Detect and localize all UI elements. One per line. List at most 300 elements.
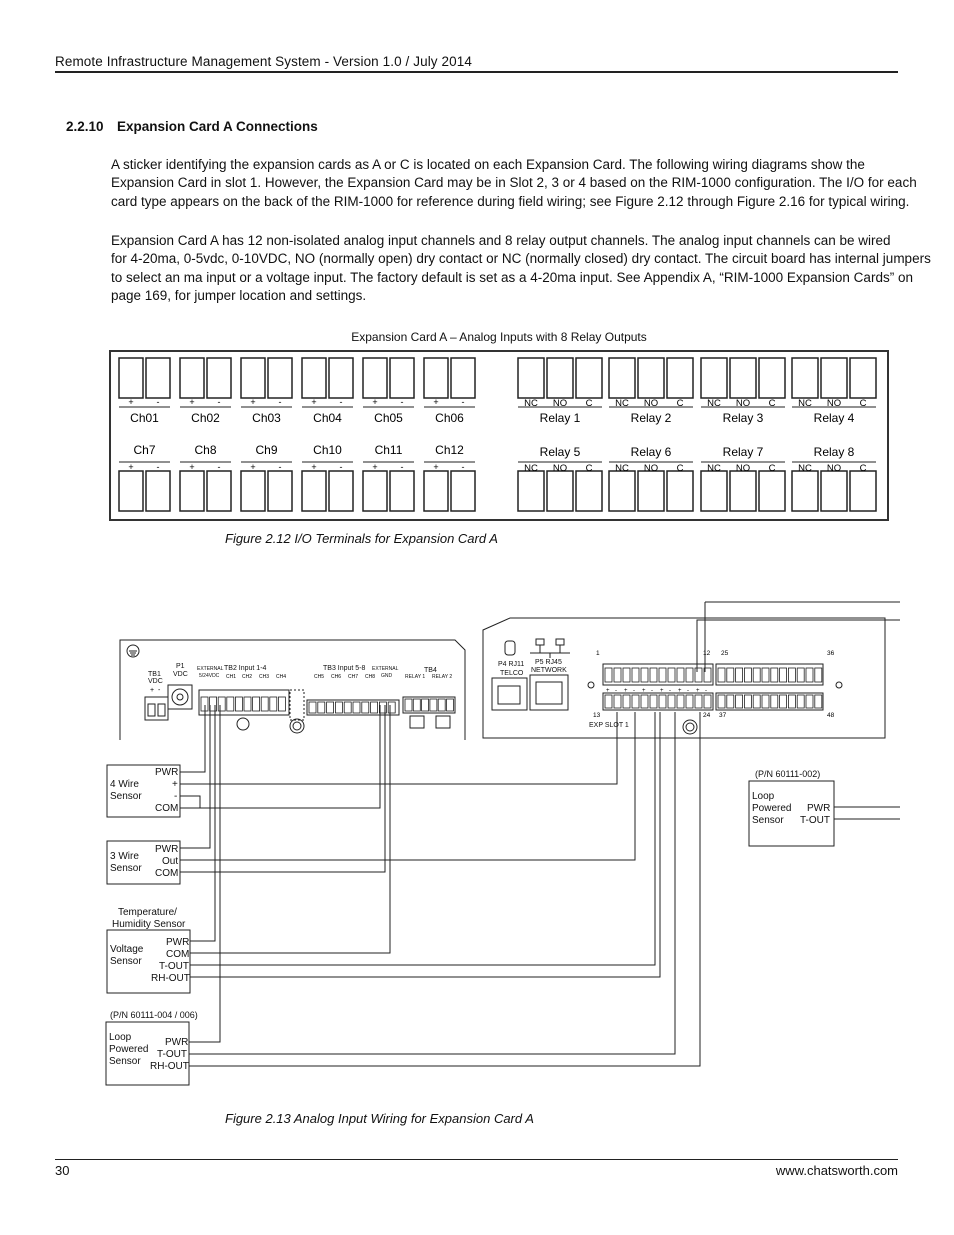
polarity-label: - (158, 687, 161, 694)
tb3-terminal (362, 702, 369, 713)
exp-terminal (668, 695, 675, 708)
relay-contact-label: NC (615, 463, 629, 474)
channel-label: Ch11 (374, 443, 403, 457)
tb4-terminal (447, 699, 454, 711)
p1-label: P1 (176, 663, 185, 670)
relay-terminal (518, 471, 544, 511)
tb2-label: TB2 Input 1-4 (224, 665, 267, 672)
polarity-label: + (311, 462, 317, 472)
voltage-sensor-text: Sensor (110, 956, 142, 967)
rim-chassis-left (120, 640, 465, 740)
four-wire-text: 4 Wire (110, 779, 139, 790)
exp-terminal (677, 668, 684, 682)
figure-2-caption: Figure 2.13 Analog Input Wiring for Expansion Card A (225, 1111, 534, 1126)
exp-polarity-label: - (651, 688, 653, 694)
exp-polarity-label: - (669, 688, 671, 694)
channel-small-label: CH4 (276, 674, 287, 680)
exp-terminal (668, 668, 675, 682)
exp-terminal (788, 695, 795, 708)
tb2-terminal (278, 697, 285, 711)
p4-label: P4 RJ11 (498, 661, 525, 668)
relay-label: Relay 6 (630, 445, 672, 459)
exp-polarity-label: + (642, 688, 646, 694)
channel-small-label: CH1 (226, 674, 237, 680)
channel-label: Ch02 (191, 411, 220, 425)
polarity-label: + (250, 462, 256, 472)
channel-terminal (451, 358, 475, 398)
exp-terminal (797, 695, 804, 708)
external-gnd-sub-label: GND (381, 673, 393, 679)
exp-terminal (650, 668, 657, 682)
relay-contact-label: NC (615, 398, 629, 409)
relay-contact-label: C (768, 398, 776, 409)
four-wire-text: Sensor (110, 791, 142, 802)
tb2-terminal (261, 697, 268, 711)
external-5vdc-sub-label: 5/24VDC (199, 673, 220, 679)
tb3-terminal (344, 702, 351, 713)
paragraph-2-line: for 4-20ma, 0-5vdc, 0-10VDC, NO (normally open) dry contact or NC (normally closed) dry contact. The circuit board has internal jumpers (111, 251, 931, 267)
relay-terminal (759, 471, 785, 511)
tb2-terminal (218, 697, 225, 711)
channel-terminal (119, 471, 143, 511)
relay-contact-label: NC (524, 463, 538, 474)
relay-terminal (609, 471, 635, 511)
exp-terminal (632, 695, 639, 708)
three-wire-term: PWR (155, 844, 179, 855)
page-number: 30 (55, 1163, 70, 1178)
polarity-label: - (156, 462, 160, 472)
relay-terminal (576, 358, 602, 398)
relay-label: Relay 5 (539, 445, 581, 459)
polarity-label: + (189, 397, 195, 407)
relay-terminal (638, 471, 664, 511)
tb4-label: TB4 (424, 667, 437, 674)
exp-terminal (744, 668, 751, 682)
relay-label: Relay 8 (813, 445, 855, 459)
exp-polarity-label: - (633, 688, 635, 694)
relay-terminal (730, 471, 756, 511)
exp-terminal (780, 668, 787, 682)
channel-terminal (268, 358, 292, 398)
paragraph-2-line: to select an ma input or a voltage input. The factory default is set as a 4-20ma input. See Appendix A, “RIM-1000 Expansion Cards” on (111, 269, 913, 285)
exp-terminal (605, 695, 612, 708)
figure-1-terminals (119, 358, 876, 511)
tb3-terminal (309, 702, 316, 713)
footer-rule (55, 1159, 898, 1160)
pin-number-label: 12 (703, 650, 711, 657)
exp-terminal (718, 695, 725, 708)
relay2-small-label: RELAY 2 (432, 674, 453, 680)
relay-terminal (667, 471, 693, 511)
paragraph-1-line: Expansion Card in slot 1. However, the Expansion Card may be in Slot 2, 3 or 4 based on the RIM-1000 configuration. The I/O for each (111, 175, 917, 191)
channel-label: Ch12 (435, 443, 464, 457)
channel-terminal (146, 358, 170, 398)
channel-small-label: CH2 (242, 674, 253, 680)
relay-terminal (701, 358, 727, 398)
exp-terminal (727, 695, 734, 708)
exp-terminal (771, 695, 778, 708)
polarity-label: + (311, 397, 317, 407)
polarity-label: - (278, 397, 282, 407)
tb3-terminal (335, 702, 342, 713)
wire-v-tout (190, 712, 655, 965)
wire-4w-minus (180, 796, 200, 808)
channel-small-label: CH5 (314, 674, 325, 680)
polarity-label: + (433, 462, 439, 472)
exp-polarity-label: - (687, 688, 689, 694)
relay-terminal (850, 358, 876, 398)
polarity-label: - (217, 397, 221, 407)
relay-contact-label: C (676, 463, 684, 474)
exp-terminal-block-bottom-right (716, 693, 823, 710)
exp-polarity-label: + (696, 688, 700, 694)
polarity-label: + (189, 462, 195, 472)
exp-terminal (605, 668, 612, 682)
relay-contact-label: NO (643, 398, 659, 409)
channel-terminal (119, 358, 143, 398)
exp-terminal (623, 695, 630, 708)
polarity-label: + (128, 462, 134, 472)
polarity-label: - (217, 462, 221, 472)
exp-polarity-label: + (678, 688, 682, 694)
exp-slot-label: EXP SLOT 1 (589, 722, 629, 729)
exp-terminal (727, 668, 734, 682)
tb2-terminal (227, 697, 234, 711)
exp-terminal (806, 668, 813, 682)
pin-number-label: 1 (596, 650, 600, 657)
exp-terminal (780, 695, 787, 708)
relay-terminal (576, 471, 602, 511)
channel-terminal (390, 471, 414, 511)
relay-terminal (850, 471, 876, 511)
voltage-term: PWR (166, 937, 190, 948)
tb3-terminal (371, 702, 378, 713)
loop-left-term: T-OUT (157, 1049, 187, 1060)
network-icon (530, 645, 570, 658)
exp-polarity-label: - (615, 688, 617, 694)
exp-terminal (632, 668, 639, 682)
relay-label: Relay 2 (630, 411, 672, 425)
temp-humidity-title: Humidity Sensor (112, 919, 186, 930)
tb2-terminal (210, 697, 217, 711)
loop-right-term: PWR (807, 803, 831, 814)
exp-terminal (686, 668, 693, 682)
relay-contact-label: C (585, 463, 593, 474)
wire-v-rhout (190, 712, 660, 977)
temp-humidity-title: Temperature/ (118, 907, 177, 918)
relay-contact-label: NC (798, 398, 812, 409)
wire-l-rhout (189, 712, 700, 1066)
relay-contact-label: NO (735, 463, 751, 474)
four-wire-term: PWR (155, 767, 179, 778)
tb3-terminal (327, 702, 334, 713)
wire-v-pwr (190, 705, 215, 941)
pn-left-label: (P/N 60111-004 / 006) (110, 1010, 198, 1020)
pn-right-label: (P/N 60111-002) (755, 769, 821, 779)
relay-terminal (792, 358, 818, 398)
channel-label: Ch06 (435, 411, 464, 425)
wire-l-tout (189, 712, 675, 1054)
phone-icon (505, 641, 515, 655)
loop-left-text: Loop (109, 1032, 132, 1043)
exp-terminal (677, 695, 684, 708)
relay-terminal (821, 471, 847, 511)
tb2-terminal (235, 697, 242, 711)
channel-terminal (363, 358, 387, 398)
relay-label: Relay 1 (539, 411, 581, 425)
running-header: Remote Infrastructure Management System - Version 1.0 / July 2014 (55, 54, 472, 69)
p4-rj11-jack (492, 678, 527, 710)
wire-4w-plus (180, 712, 617, 784)
relay-contact-label: NC (707, 398, 721, 409)
tb4-terminal (413, 699, 420, 711)
channel-small-label: CH6 (331, 674, 342, 680)
four-wire-term: - (174, 791, 178, 802)
paragraph-1-line: A sticker identifying the expansion cards as A or C is located on each Expansion Card. The following wiring diagrams show the (111, 157, 865, 172)
channel-terminal (451, 471, 475, 511)
channel-small-label: CH7 (348, 674, 359, 680)
exp-terminal (641, 668, 648, 682)
polarity-label: - (461, 397, 465, 407)
pin-number-label: 25 (721, 650, 729, 657)
polarity-label: + (433, 397, 439, 407)
relay-contact-label: NO (826, 463, 842, 474)
relay-label: Relay 7 (722, 445, 764, 459)
pin-number-label: 13 (593, 712, 601, 719)
relay-contact-label: NC (707, 463, 721, 474)
channel-terminal (329, 471, 353, 511)
exp-terminal (614, 695, 621, 708)
figure-1-title: Expansion Card A – Analog Inputs with 8 Relay Outputs (351, 330, 647, 344)
polarity-label: - (339, 462, 343, 472)
channel-terminal (268, 471, 292, 511)
channel-label: Ch04 (313, 411, 342, 425)
wire-top-right (705, 602, 900, 672)
exp-polarity-label: + (660, 688, 664, 694)
relay-contact-label: NO (826, 398, 842, 409)
relay-contact-label: C (859, 398, 867, 409)
loop-right-text: Powered (752, 803, 792, 814)
loop-right-text: Sensor (752, 815, 784, 826)
polarity-label: + (372, 462, 378, 472)
tb1-sub-label: VDC (148, 678, 163, 685)
section-heading: 2.2.10 Expansion Card A Connections (66, 119, 318, 134)
relay-terminal (759, 358, 785, 398)
exp-terminal (815, 695, 822, 708)
exp-terminal (718, 668, 725, 682)
tb4-terminal (422, 699, 429, 711)
voltage-term: T-OUT (159, 961, 189, 972)
channel-terminal (424, 471, 448, 511)
channel-label: Ch05 (374, 411, 403, 425)
relay-terminal (547, 471, 573, 511)
channel-terminal (207, 471, 231, 511)
pin-number-label: 24 (703, 712, 711, 719)
channel-terminal (302, 471, 326, 511)
relay-terminal (730, 358, 756, 398)
exp-terminal (788, 668, 795, 682)
exp-terminal (614, 668, 621, 682)
exp-terminal (753, 668, 760, 682)
relay-terminal (547, 358, 573, 398)
voltage-sensor-text: Voltage (110, 944, 144, 955)
channel-terminal (241, 358, 265, 398)
exp-terminal (659, 695, 666, 708)
tb1-label: TB1 (148, 671, 161, 678)
channel-terminal (329, 358, 353, 398)
figure-1-frame (110, 351, 888, 520)
relay-contact-label: NO (552, 463, 568, 474)
loop-right-term: T-OUT (800, 815, 830, 826)
exp-polarity-label: - (705, 688, 707, 694)
three-wire-text: 3 Wire (110, 851, 139, 862)
p5-label: P5 RJ45 (535, 659, 562, 666)
channel-label: Ch7 (133, 443, 156, 457)
channel-label: Ch01 (130, 411, 159, 425)
paragraph-2-line: Expansion Card A has 12 non-isolated analog input channels and 8 relay output channels. The analog input channels can be wired (111, 233, 891, 248)
tb3-terminal (318, 702, 325, 713)
four-wire-term: COM (155, 803, 179, 814)
relay-label: Relay 3 (722, 411, 764, 425)
three-wire-text: Sensor (110, 863, 142, 874)
pin-number-label: 37 (719, 712, 727, 719)
footer-url: www.chatsworth.com (775, 1163, 898, 1178)
loop-left-text: Sensor (109, 1056, 141, 1067)
channel-label: Ch10 (313, 443, 342, 457)
relay-label: Relay 4 (813, 411, 855, 425)
polarity-label: - (339, 397, 343, 407)
relay-contact-label: NC (524, 398, 538, 409)
figure-1-caption: Figure 2.12 I/O Terminals for Expansion Card A (225, 531, 498, 546)
p5-sub-label: NETWORK (531, 667, 567, 674)
channel-label: Ch03 (252, 411, 281, 425)
channel-small-label: CH8 (365, 674, 376, 680)
exp-terminal (641, 695, 648, 708)
wiring-diagram (0, 590, 954, 1100)
exp-terminal (762, 668, 769, 682)
relay-contact-label: NO (735, 398, 751, 409)
tb4-terminal (430, 699, 437, 711)
wire-3w-out (180, 712, 635, 860)
external-5vdc-label: EXTERNAL (197, 666, 224, 672)
channel-terminal (207, 358, 231, 398)
channel-terminal (180, 358, 204, 398)
tb3-terminal (388, 702, 395, 713)
channel-terminal (241, 471, 265, 511)
loop-right-text: Loop (752, 791, 775, 802)
channel-small-label: CH3 (259, 674, 270, 680)
pin-number-label: 48 (827, 712, 835, 719)
tb3-label: TB3 Input 5-8 (323, 665, 366, 672)
polarity-label: + (250, 397, 256, 407)
relay-contact-label: NO (643, 463, 659, 474)
polarity-label: - (400, 397, 404, 407)
tb2-terminal (270, 697, 277, 711)
pin-number-label: 36 (827, 650, 835, 657)
channel-label: Ch9 (255, 443, 278, 457)
channel-label: Ch8 (194, 443, 217, 457)
three-wire-term: COM (155, 868, 179, 879)
io-terminal-figure (0, 0, 954, 560)
polarity-label: + (150, 687, 155, 694)
channel-terminal (363, 471, 387, 511)
tb2-terminal (253, 697, 260, 711)
exp-terminal (753, 695, 760, 708)
exp-terminal (686, 695, 693, 708)
paragraph-1-line: card type appears on the back of the RIM-1000 for reference during field wiring; see Figure 2.12 through Figure 2.16 for typical wiring. (111, 193, 910, 209)
exp-terminal (797, 668, 804, 682)
exp-terminal (650, 695, 657, 708)
relay-terminal (701, 471, 727, 511)
four-wire-term: + (172, 779, 178, 790)
tb4-terminal (438, 699, 445, 711)
polarity-label: - (461, 462, 465, 472)
voltage-term: RH-OUT (151, 973, 190, 984)
exp-terminal (771, 668, 778, 682)
channel-terminal (302, 358, 326, 398)
exp-terminal (815, 668, 822, 682)
relay1-small-label: RELAY 1 (405, 674, 426, 680)
p1-sub-label: VDC (173, 671, 188, 678)
exp-terminal-block-bottom-left (603, 693, 713, 710)
wire-3w-com (180, 705, 385, 872)
polarity-label: + (372, 397, 378, 407)
exp-terminal (623, 668, 630, 682)
relay-terminal (821, 358, 847, 398)
relay-terminal (609, 358, 635, 398)
relay-terminal (667, 358, 693, 398)
exp-terminal (659, 668, 666, 682)
polarity-label: + (128, 397, 134, 407)
exp-polarity-label: + (624, 688, 628, 694)
relay-terminal (518, 358, 544, 398)
exp-terminal (695, 668, 702, 682)
polarity-label: - (278, 462, 282, 472)
relay-contact-label: C (585, 398, 593, 409)
relay-terminal (638, 358, 664, 398)
paragraph-2-line: page 169, for jumper location and settings. (111, 287, 367, 303)
relay-terminal (792, 471, 818, 511)
exp-terminal (695, 695, 702, 708)
relay-contact-label: C (859, 463, 867, 474)
exp-terminal (704, 695, 711, 708)
three-wire-term: Out (162, 856, 179, 867)
exp-terminal (806, 695, 813, 708)
relay-contact-label: C (676, 398, 684, 409)
external-gnd-label: EXTERNAL (372, 666, 399, 672)
tb2-terminal (244, 697, 251, 711)
channel-terminal (180, 471, 204, 511)
loop-left-term: PWR (165, 1037, 189, 1048)
tb3-terminal (353, 702, 360, 713)
exp-polarity-label: + (606, 688, 610, 694)
relay-contact-label: NC (798, 463, 812, 474)
relay-contact-label: NO (552, 398, 568, 409)
polarity-label: - (400, 462, 404, 472)
exp-terminal (736, 695, 743, 708)
loop-left-term: RH-OUT (150, 1061, 189, 1072)
tb4-terminal (405, 699, 412, 711)
relay-contact-label: C (768, 463, 776, 474)
p4-sub-label: TELCO (500, 670, 524, 677)
exp-terminal (744, 695, 751, 708)
loop-left-text: Powered (109, 1044, 149, 1055)
exp-terminal (736, 668, 743, 682)
exp-terminal (762, 695, 769, 708)
channel-terminal (146, 471, 170, 511)
channel-terminal (424, 358, 448, 398)
polarity-label: - (156, 397, 160, 407)
